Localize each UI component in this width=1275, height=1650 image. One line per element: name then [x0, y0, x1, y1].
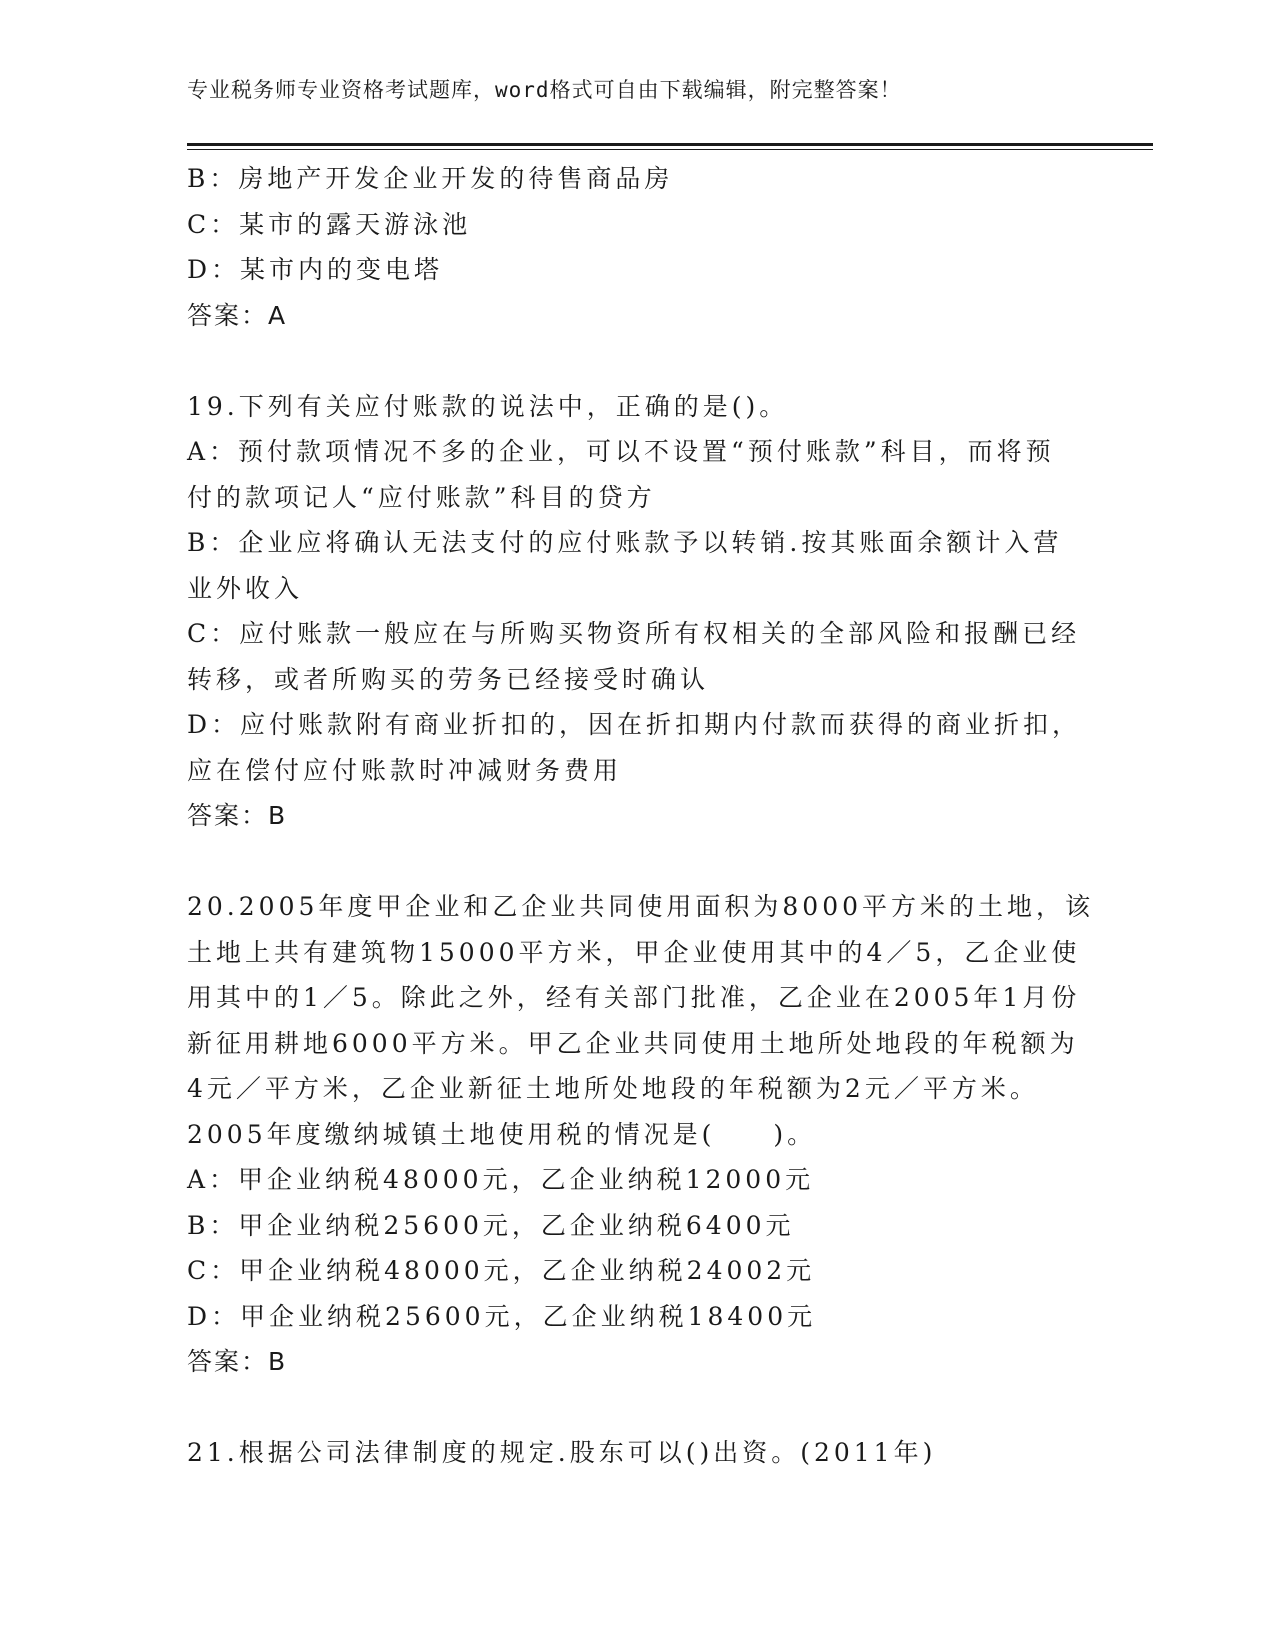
- header-rule-thin: [187, 149, 1153, 150]
- option-b: B：甲企业纳税25600元，乙企业纳税6400元: [187, 1210, 795, 1240]
- question-stem-cont: 新征用耕地6000平方米。甲乙企业共同使用土地所处地段的年税额为: [187, 1028, 1079, 1058]
- question-20-block: [187, 884, 1095, 1385]
- spacer: [187, 1385, 1087, 1431]
- page-header: 专业税务师专业资格考试题库，word格式可自由下载编辑，附完整答案！: [187, 78, 902, 102]
- option-a: A：甲企业纳税48000元，乙企业纳税12000元: [187, 1165, 815, 1194]
- option-d: D：应付账款附有商业折扣的，因在折扣期内付款而获得的商业折扣，: [187, 710, 1082, 739]
- header-rule-thick: [187, 143, 1153, 146]
- question-stem-cont: 土地上共有建筑物15000平方米，甲企业使用其中的4／5，乙企业使: [187, 937, 1081, 967]
- question-18-block: [187, 156, 1087, 338]
- option-c: C：甲企业纳税48000元，乙企业纳税24002元: [187, 1256, 816, 1285]
- question-stem: 21.根据公司法律制度的规定.股东可以()出资。(2011年): [187, 1438, 937, 1467]
- answer-line: 答案：A: [187, 300, 288, 330]
- option-c: C：应付账款一般应在与所购买物资所有权相关的全部风险和报酬已经: [187, 619, 1081, 648]
- question-21-block: [187, 1430, 1087, 1476]
- option-b: B：房地产开发企业开发的待售商品房: [187, 164, 674, 193]
- question-stem-cont: 用其中的1／5。除此之外，经有关部门批准，乙企业在2005年1月份: [187, 983, 1081, 1012]
- question-stem: 19.下列有关应付账款的说法中，正确的是()。: [187, 391, 789, 421]
- question-stem: 20.2005年度甲企业和乙企业共同使用面积为8000平方米的土地，该: [187, 892, 1095, 921]
- answer-line: 答案：B: [187, 1347, 288, 1376]
- option-c: C：某市的露天游泳池: [187, 209, 472, 239]
- option-d: D：某市内的变电塔: [187, 255, 444, 284]
- spacer: [187, 839, 1087, 885]
- option-a: A：预付款项情况不多的企业，可以不设置“预付账款”科目，而将预: [187, 437, 1055, 466]
- question-stem-cont: 2005年度缴纳城镇土地使用税的情况是( )。: [187, 1119, 817, 1149]
- option-a-cont: 付的款项记人“应付账款”科目的贷方: [187, 482, 656, 512]
- document-body: [187, 156, 1095, 1476]
- option-b: B：企业应将确认无法支付的应付账款予以转销.按其账面余额计入营: [187, 528, 1063, 557]
- option-d: D：甲企业纳税25600元，乙企业纳税18400元: [187, 1301, 817, 1331]
- question-stem-cont: 4元／平方米，乙企业新征土地所处地段的年税额为2元／平方米。: [187, 1074, 1039, 1103]
- option-b-cont: 业外收入: [187, 573, 304, 603]
- option-d-cont: 应在偿付应付账款时冲减财务费用: [187, 755, 623, 785]
- question-19-block: [187, 384, 1087, 839]
- spacer: [187, 338, 1087, 384]
- answer-line: 答案：B: [187, 801, 288, 830]
- option-c-cont: 转移，或者所购买的劳务已经接受时确认: [187, 664, 710, 694]
